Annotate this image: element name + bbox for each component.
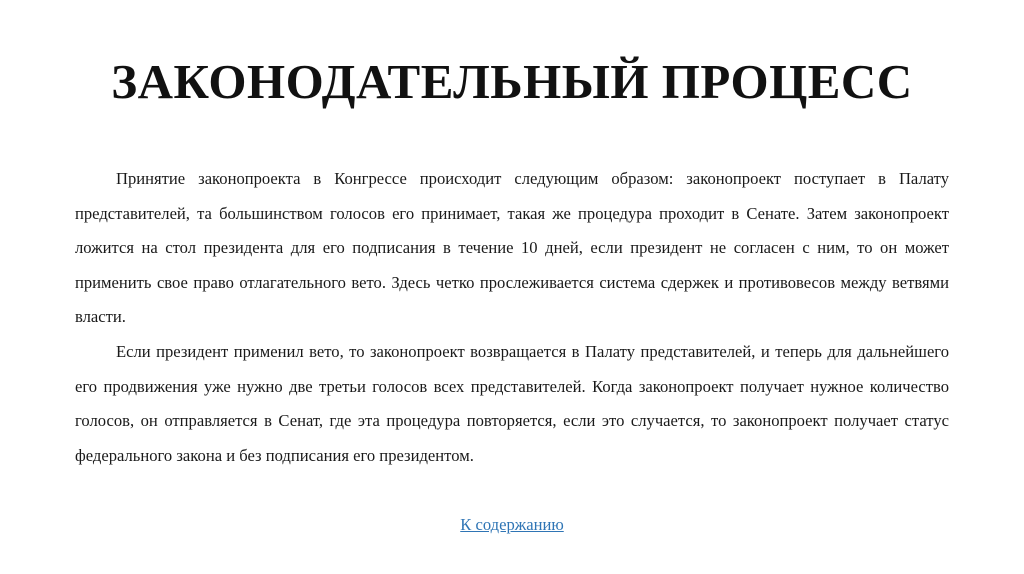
paragraph-2: Если президент применил вето, то законопроект возвращается в Палату представителей, и теперь для дальнейшего его продвижения уже нужно две третьи голосов всех представителей. Когда законопроект получает нужное количество голосов, он отправляется в Сенат, где эта процедура повторяется, если это случается, то законопроект получает статус федерального закона и без подписания его президентом. bbox=[75, 341, 949, 465]
contents-link[interactable]: К содержанию bbox=[460, 515, 564, 534]
contents-link-container bbox=[0, 514, 1024, 536]
paragraph-1: Принятие законопроекта в Конгрессе происходит следующим образом: законопроект поступает в Палату представителей, та большинством голосов его принимает, такая же процедура проходит в Сенате. Затем законопроект ложится на стол президента для его подписания в течение 10 дней, если президент не согласен с ним, то он может применить свое право отлагательного вето. Здесь четко прослеживается система сдержек и противовесов между ветвями власти. bbox=[75, 169, 949, 327]
body-text bbox=[75, 162, 949, 473]
slide-title: ЗАКОНОДАТЕЛЬНЫЙ ПРОЦЕСС bbox=[111, 54, 913, 109]
